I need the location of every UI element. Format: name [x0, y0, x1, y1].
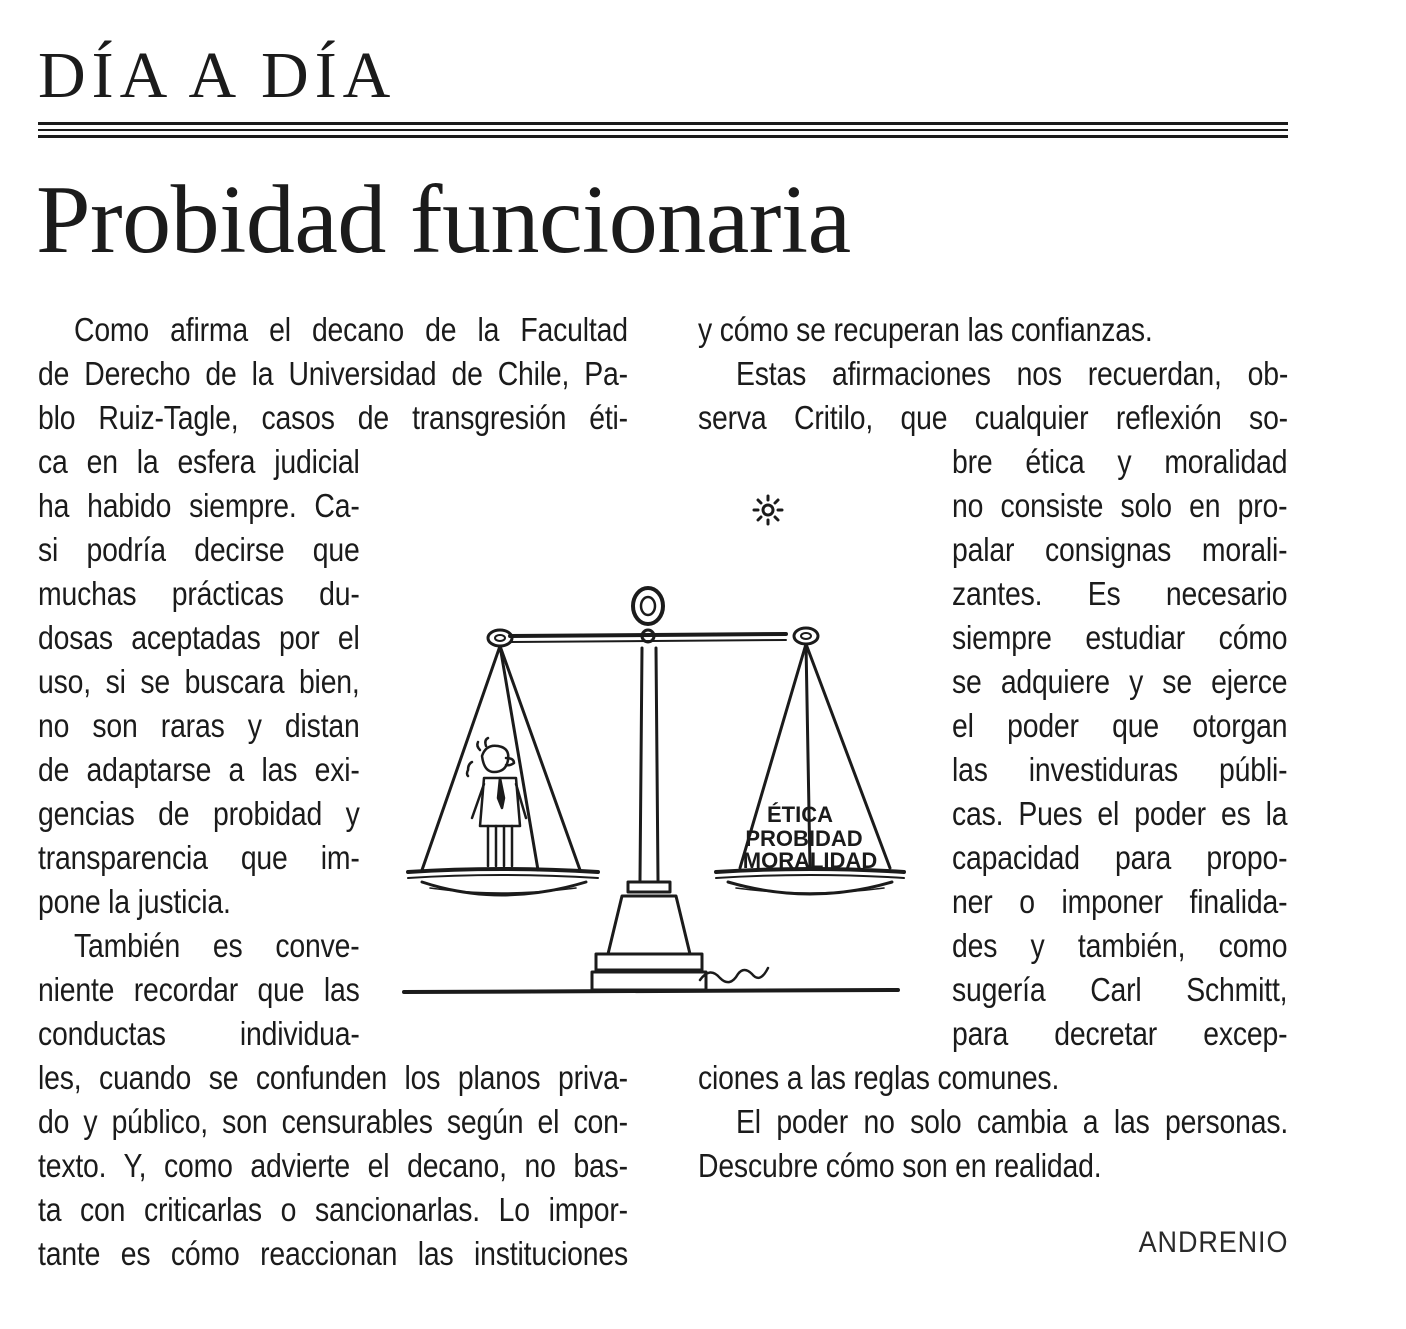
body-line: el poder que otorgan: [952, 707, 1288, 744]
body-line: palar consignas morali-: [952, 531, 1288, 568]
body-line: sugería Carl Schmitt,: [952, 971, 1288, 1008]
body-line: blo Ruiz-Tagle, casos de transgresión éti-: [38, 399, 628, 436]
rule-line: [38, 135, 1288, 138]
body-line: El poder no solo cambia a las personas.: [736, 1103, 1289, 1140]
body-line: si podría decirse que: [38, 531, 360, 568]
body-line: no son raras y distan: [38, 707, 360, 744]
body-line: de adaptarse a las exi-: [38, 751, 360, 788]
body-line: Como afirma el decano de la Facultad: [74, 311, 628, 348]
rule-line: [38, 122, 1288, 125]
body-line: no consiste solo en pro-: [952, 487, 1288, 524]
body-line: Descubre cómo son en realidad.: [698, 1147, 1102, 1184]
body-line: cas. Pues el poder es la: [952, 795, 1288, 832]
body-line: do y público, son censurables según el con-: [38, 1103, 628, 1140]
body-line: niente recordar que las: [38, 971, 360, 1008]
body-line: muchas prácticas du-: [38, 575, 360, 612]
body-line: También es conve-: [74, 927, 360, 964]
body-line: texto. Y, como advierte el decano, no bas-: [38, 1147, 628, 1184]
body-line: Estas afirmaciones nos recuerdan, ob-: [736, 355, 1289, 392]
section-rules: [38, 122, 1288, 142]
rule-line: [38, 129, 1288, 131]
body-line: capacidad para propo-: [952, 839, 1288, 876]
body-line: y cómo se recuperan las confianzas.: [698, 311, 1153, 348]
body-line: transparencia que im-: [38, 839, 360, 876]
body-line: para decretar excep-: [952, 1015, 1288, 1052]
body-line: ner o imponer finalida-: [952, 883, 1288, 920]
body-line: siempre estudiar cómo: [952, 619, 1288, 656]
body-line: tante es cómo reaccionan las instituciones: [38, 1235, 628, 1272]
body-line: des y también, como: [952, 927, 1288, 964]
body-line: ca en la esfera judicial: [38, 443, 360, 480]
body-line: conductas individua-: [38, 1015, 360, 1052]
sun-icon: [754, 496, 782, 524]
body-line: dosas aceptadas por el: [38, 619, 360, 656]
body-line: serva Critilo, que cualquier reflexión so-: [698, 399, 1288, 436]
man-figure: [467, 738, 526, 866]
author-signature: ANDRENIO: [1138, 1226, 1288, 1259]
pan-word: PROBIDAD: [745, 826, 863, 851]
article-headline: Probidad funcionaria: [36, 166, 851, 274]
body-line: de Derecho de la Universidad de Chile, Pa-: [38, 355, 628, 392]
pan-word: ÉTICA: [767, 802, 833, 827]
body-line: ta con criticarlas o sancionarlas. Lo impor-: [38, 1191, 628, 1228]
pan-word: MORALIDAD: [742, 848, 878, 873]
balance-scale-illustration: [400, 478, 920, 1008]
body-line: uso, si se buscara bien,: [38, 663, 360, 700]
body-line: les, cuando se confunden los planos priva-: [38, 1059, 628, 1096]
body-line: se adquiere y se ejerce: [952, 663, 1288, 700]
body-line: ciones a las reglas comunes.: [698, 1059, 1060, 1096]
body-line: gencias de probidad y: [38, 795, 360, 832]
body-line: ha habido siempre. Ca-: [38, 487, 360, 524]
body-line: las investiduras públi-: [952, 751, 1288, 788]
section-title: DÍA A DÍA: [38, 39, 397, 112]
body-line: bre ética y moralidad: [952, 443, 1288, 480]
body-line: pone la justicia.: [38, 883, 231, 920]
body-line: zantes. Es necesario: [952, 575, 1288, 612]
